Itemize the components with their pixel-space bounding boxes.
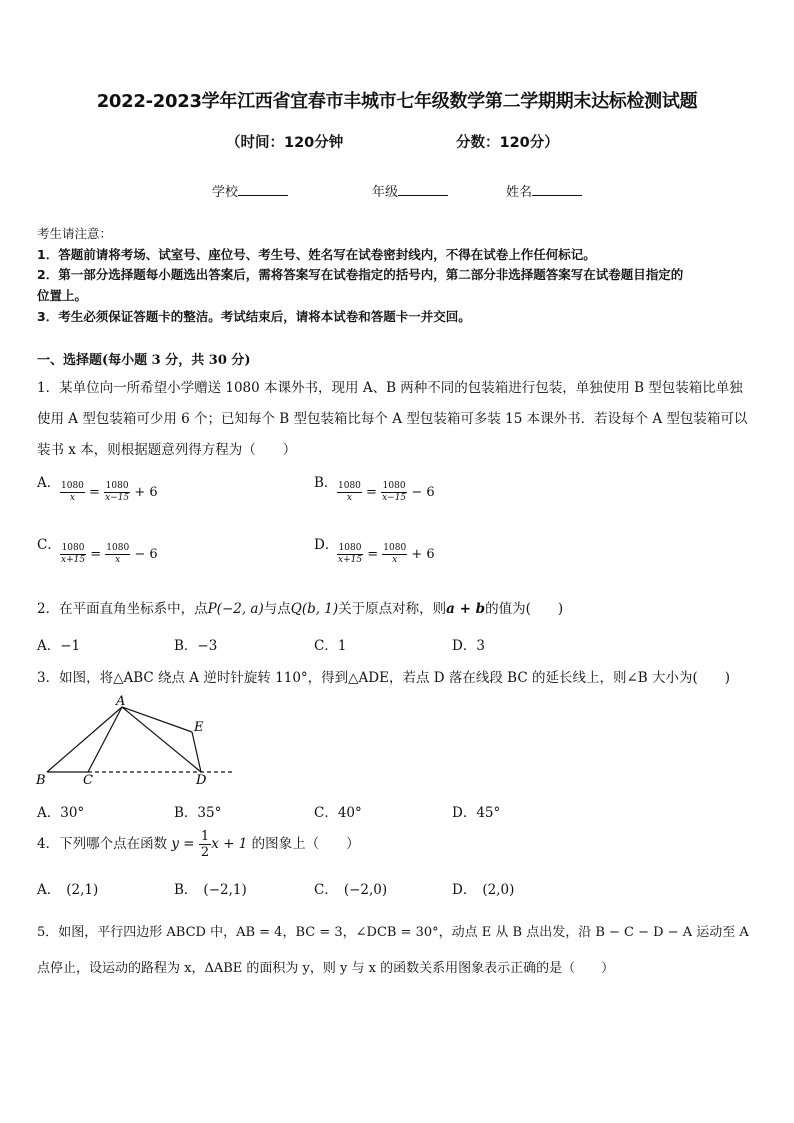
- question-1-line: 装书 x 本，则根据题意列得方程为（ ）: [37, 442, 297, 458]
- expression-a-plus-b: a + b: [446, 601, 486, 617]
- question-2: [37, 597, 563, 617]
- q3-option-a[interactable]: A．30°: [37, 805, 85, 821]
- frac-num: 1: [200, 829, 210, 844]
- frac-num: 1080: [338, 481, 361, 491]
- point-q: Q(b, 1): [290, 601, 339, 617]
- q3-option-b[interactable]: B．35°: [174, 805, 222, 821]
- frac-num: 1080: [105, 481, 129, 491]
- q4-option-b[interactable]: B． (−2,1): [174, 882, 247, 898]
- q4-text: 4．下列哪个点在函数: [37, 836, 168, 852]
- segment-ab: [47, 707, 122, 772]
- segment-ad: [122, 707, 201, 772]
- exam-time: （时间：120分钟: [226, 135, 344, 151]
- frac-num: 1080: [338, 543, 362, 553]
- q2-text: 关于原点对称，则: [338, 601, 447, 617]
- section-heading: 一、选择题(每小题 3 分，共 30 分): [37, 353, 251, 368]
- point-p: P(−2, a): [207, 601, 264, 617]
- label-e: E: [194, 720, 204, 735]
- question-1-line: 使用 A 型包装箱可少用 6 个；已知每个 B 型包装箱比每个 A 型包装箱可多装 15 本课外书．若设每个 A 型包装箱可以: [37, 411, 748, 427]
- name-label: 姓名: [506, 185, 533, 200]
- segment-ac: [88, 707, 122, 772]
- q1-option-b[interactable]: [314, 471, 337, 491]
- frac-den: x−15: [105, 493, 130, 503]
- q2-text: 2．在平面直角坐标系中，点: [37, 601, 208, 617]
- notice-item: 1．答题前请将考场、试室号、座位号、考生号、姓名写在试卷密封线内，不得在试卷上作任何标记。: [37, 247, 596, 262]
- q2-option-a[interactable]: A．−1: [37, 638, 81, 654]
- frac-num: 1080: [383, 543, 407, 553]
- q4-option-d[interactable]: D． (2,0): [452, 882, 515, 898]
- frac-num: 1080: [61, 543, 85, 553]
- q1-option-c[interactable]: [37, 533, 61, 553]
- frac-den: 2: [200, 845, 210, 860]
- label-d: D: [196, 773, 207, 788]
- frac-den: x: [346, 493, 352, 503]
- question-4: [37, 829, 360, 860]
- question-1-line: 1．某单位向一所希望小学赠送 1080 本课外书，现用 A、B 两种不同的包装箱进行包装，单独使用 B 型包装箱比单独: [37, 380, 743, 396]
- frac-den: x: [392, 555, 398, 565]
- frac-num: 1080: [382, 481, 406, 491]
- label-c: C: [83, 773, 93, 788]
- q1-option-a[interactable]: [37, 471, 60, 491]
- frac-num: 1080: [61, 481, 84, 491]
- equation-tail: + 6: [134, 485, 158, 500]
- name-field: [506, 181, 582, 200]
- school-blank[interactable]: [238, 182, 288, 196]
- option-label: C．: [37, 537, 61, 553]
- option-label: A．: [37, 475, 61, 491]
- label-a: A: [116, 694, 126, 709]
- q2-text: 的值为( ): [485, 601, 564, 617]
- notice-item: 3．考生必须保证答题卡的整洁。考试结束后，请将本试卷和答题卡一并交回。: [37, 309, 471, 324]
- page-title: 2022-2023学年江西省宜春市丰城市七年级数学第二学期期末达标检测试题: [96, 91, 698, 112]
- name-blank[interactable]: [532, 182, 582, 196]
- grade-label: 年级: [372, 185, 399, 200]
- q4-text: 的图象上（ ）: [251, 836, 360, 852]
- segment-ae: [122, 707, 192, 732]
- question-5-line: 点停止，设运动的路程为 x，ΔABE 的面积为 y，则 y 与 x 的函数关系用图象表示正确的是（ ）: [37, 961, 615, 976]
- q2-text: 与点: [263, 601, 291, 617]
- notice-item: 位置上。: [37, 288, 88, 303]
- q2-option-b[interactable]: B．−3: [174, 638, 218, 654]
- notice-heading: 考生请注意：: [37, 226, 113, 241]
- q1-option-a-equation: $\frac{1080}{x}$ = $\frac{1080}{x-15}$ + 6: [61, 481, 158, 503]
- q4-y: y =: [171, 836, 195, 852]
- label-b: B: [36, 773, 46, 788]
- exam-score: 分数：120分）: [456, 135, 559, 151]
- frac-den: x: [69, 493, 75, 503]
- q4-option-c[interactable]: C． (−2,0): [314, 882, 388, 898]
- school-label: 学校: [212, 185, 239, 200]
- equation-tail: − 6: [134, 547, 158, 562]
- q2-option-d[interactable]: D．3: [452, 638, 485, 654]
- grade-blank[interactable]: [398, 182, 448, 196]
- grade-field: [372, 181, 448, 200]
- frac-den: x+15: [61, 555, 86, 565]
- q1-option-d-equation: $\frac{1080}{x+15}$ = $\frac{1080}{x}$ + 6: [338, 543, 435, 565]
- q3-option-c[interactable]: C．40°: [314, 805, 362, 821]
- equation-tail: + 6: [411, 547, 435, 562]
- q3-figure: [0, 690, 260, 790]
- frac-den: x: [115, 555, 121, 565]
- frac-den: x+15: [338, 555, 363, 565]
- q1-option-c-equation: $\frac{1080}{x+15}$ = $\frac{1080}{x}$ − 6: [61, 543, 158, 565]
- q4-option-a[interactable]: A． (2,1): [37, 882, 99, 898]
- q1-option-d[interactable]: [314, 533, 338, 553]
- option-label: D．: [314, 537, 339, 553]
- question-5-line: 5．如图，平行四边形 ABCD 中，AB = 4，BC = 3，∠DCB = 30°，动点 E 从 B 点出发，沿 B − C − D − A 运动至 A: [37, 925, 749, 940]
- equation-tail: − 6: [411, 485, 435, 500]
- frac-num: 1080: [106, 543, 130, 553]
- school-field: [212, 181, 288, 200]
- option-label: B．: [314, 475, 338, 491]
- question-3: 3．如图，将△ABC 绕点 A 逆时针旋转 110°，得到△ADE，若点 D 落在线段 BC 的延长线上，则∠B 大小为( ): [37, 670, 731, 686]
- q2-option-c[interactable]: C．1: [314, 638, 347, 654]
- q4-rest: x + 1: [211, 836, 248, 852]
- q4-fraction: [199, 829, 211, 860]
- notice-item: 2．第一部分选择题每小题选出答案后，需将答案写在试卷指定的括号内，第二部分非选择题答案写在试卷题目指定的: [37, 267, 684, 282]
- frac-den: x−15: [382, 493, 407, 503]
- q1-option-b-equation: $\frac{1080}{x}$ = $\frac{1080}{x-15}$ − 6: [338, 481, 435, 503]
- q3-option-d[interactable]: D．45°: [452, 805, 501, 821]
